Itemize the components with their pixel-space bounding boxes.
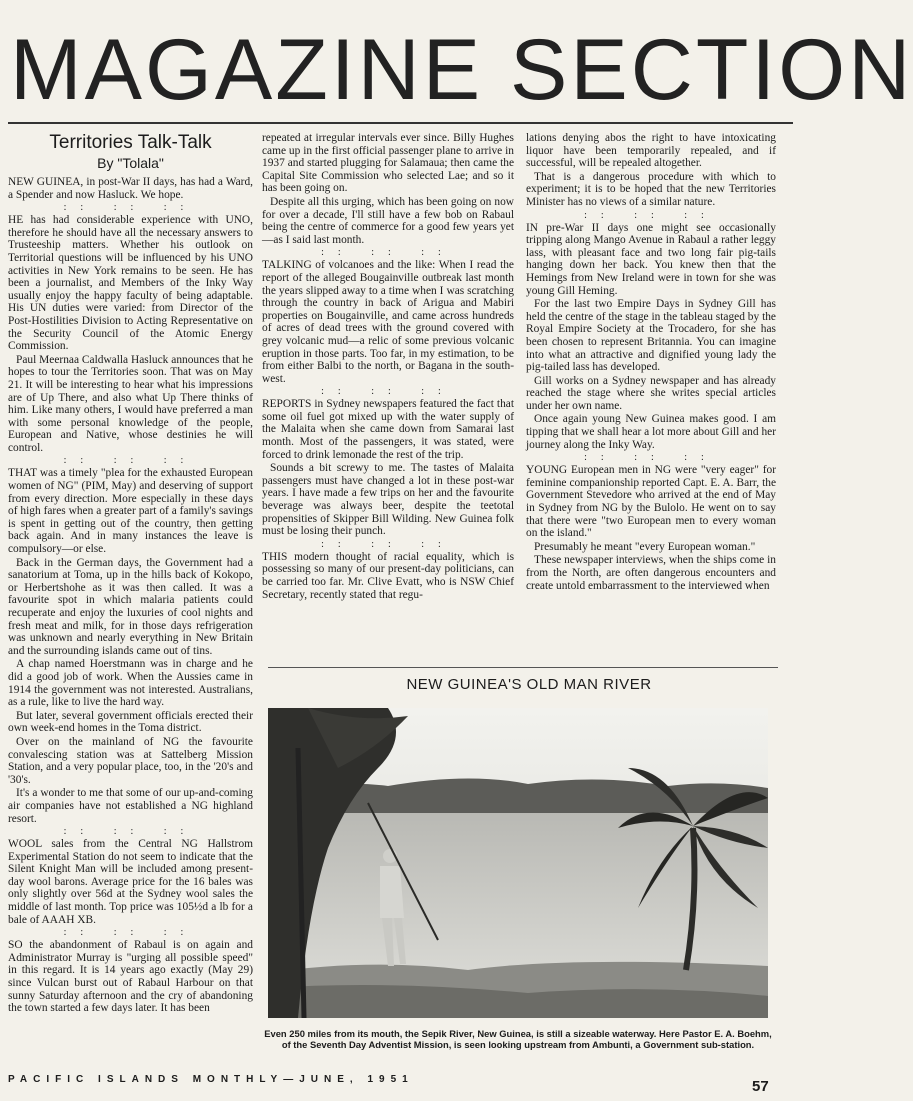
page-number: 57 [752,1078,769,1095]
masthead-title: MAGAZINE SECTION [10,22,913,118]
paragraph: NEW GUINEA, in post-War II days, has had a Ward, a Spender and now Hasluck. We hope. [8,176,253,201]
paragraph: Sounds a bit screwy to me. The tastes of Malaita passengers must have changed a lot in these post-war years. I have made a few trips on her and the favourite beverage was always beer, despite the teetotal propensities of Skipper Bill Wilding. New Guinea folk must be losing their punch. [262,462,514,538]
footer-text: PACIFIC ISLANDS MONTHLY—JUNE, 1951 [8,1074,414,1085]
paragraph: Paul Meernaa Caldwalla Hasluck announces that he hopes to tour the Territories soon. That was on May 21. It will be interesting to hear what his impressions are of Up There, and also what Up There thinks of him. Like many others, I would have preferred a man with some personal knowledge of the people, European and Native, whose destinies he will control. [8,353,253,454]
paragraph: Back in the German days, the Government had a sanatorium at Toma, up in the hills back of Kokopo, or Herbertshohe as it was then called. It was a favourite spot in which malaria patients could recuperate and enjoy the luxuries of cool nights and fresh meat and milk, for in those days refrigeration was unknown and nearly everything in New Britain and the surrounding islands came out of tins. [8,556,253,657]
paragraph: TALKING of volcanoes and the like: When I read the report of the alleged Bougainville outbreak last month the years slipped away to a time when I was scratching through the country in back of Arigua and Mabiri properties on Bougainville, and came across hundreds of acres of dead trees with the ground covered with grey volcanic mud—a relic of some previous volcanic eruption in those parts. Too far, in my estimation, to be from either Balbi to the north, or Bagana in the south-west. [262,259,514,385]
paragraph: WOOL sales from the Central NG Hallstrom Experimental Station do not seem to indicate that the Silent Knight Man will be included among present-day wool barons. Average price for the 16 bales was only slightly over 56d at the Sydney wool sales the middle of last month. Top price was 105½d a lb for a bale of AAAH XB. [8,838,253,926]
paragraph: A chap named Hoerstmann was in charge and he did a good job of work. When the Aussies came in 1914 the government was not interested. Australians, as a rule, like to live the hard way. [8,658,253,709]
section-divider: :: :: :: [63,826,198,838]
article-title: Territories Talk-Talk [49,132,212,153]
paragraph: repeated at irregular intervals ever since. Billy Hughes came up in the first official passenger plane to arrive in 1937 and started plugging for Salamaua; then came the Capital Site Commission who selected Lae; and so it has been going on. [262,132,514,195]
section-divider: :: :: :: [584,452,718,464]
section-divider: :: :: :: [63,202,198,214]
paragraph: lations denying abos the right to have intoxicating liquor have been temporarily repealed, and if successful, will be repealed altogether. [526,132,776,170]
article-byline: By "Tolala" [97,155,164,171]
masthead-rule [8,122,793,124]
paragraph: Presumably he meant "every European woman." [534,540,756,553]
column-1 [8,132,253,1062]
paragraph: SO the abandonment of Rabaul is on again and Administrator Murray is "urging all possible speed" in this regard. It is 14 years ago exactly (May 29) since Vulcan burst out of Rabaul Harbour on that sunny Saturday afternoon and the cry of abandoning the town started a few days later. It has been [8,939,253,1015]
section-divider: :: :: :: [321,538,455,550]
paragraph: Over on the mainland of NG the favourite convalescing station was at Sattelberg Mission Station, and a very popular place, too, in the '20's and '30's. [8,735,253,786]
column-3 [526,132,776,662]
paragraph: HE has had considerable experience with UNO, therefore he should have all the necessary answers to Trusteeship matters. Whether his outlook on Territorial questions will be influenced by his UNO activities in New York remains to be seen. He has been a journalist, and Members of the Inky Way usually enjoy the happy faculty of being adaptable. His UN duties were varied: from Director of the Post-Hostilities Division to Acting Representative on the Security Council of the Atomic Energy Commission. [8,214,253,353]
paragraph: Once again young New Guinea makes good. I am tipping that we shall hear a lot more about Gill and her journey along the Inky Way. [526,413,776,451]
paragraph: REPORTS in Sydney newspapers featured the fact that some oil fuel got mixed up with the water supply of the Malaita when she came down from Samarai last month. Most of the passengers, it was stated, were forced to drink lemonade the rest of the trip. [262,398,514,461]
photo-caption: Even 250 miles from its mouth, the Sepik River, New Guinea, is still a sizeable waterway. Here Pastor E. A. Boehm, of the Seventh Day Adventist Mission, is seen looking upstream from Ambunti, a Government sub-station. [264,1028,772,1050]
section-divider: :: :: :: [321,247,455,259]
paragraph: Gill works on a Sydney newspaper and has already reached the stage where she writes special articles under her own name. [526,374,776,412]
section-divider: :: :: :: [63,455,198,467]
paragraph: THIS modern thought of racial equality, which is possessing so many of our present-day politicians, can be carried too far. Mr. Clive Evatt, who is NSW Chief Secretary, recently stated that regu- [262,550,514,601]
section-divider: :: :: :: [321,386,455,398]
section-divider: :: :: :: [584,209,718,221]
column-2 [262,132,514,677]
paragraph: For the last two Empire Days in Sydney Gill has held the centre of the stage in the tableau staged by the Royal Empire Society at the Trocadero, for she has been chosen to represent Britannia. You can imagine into what an attractive and dignified young lady the pig-tailed lass has developed. [526,298,776,374]
paragraph: YOUNG European men in NG were "very eager" for feminine companionship reported Capt. E. A. Barr, the Government Stevedore who arrived at the end of May in Sydney from NG by the Bulolo. He went on to say that there were "two European men to every woman on the island." [526,464,776,540]
photo-top-rule [268,667,778,668]
section-divider: :: :: :: [63,927,198,939]
paragraph: THAT was a timely "plea for the exhausted European women of NG" (PIM, May) and deserving of support from every direction. More especially in these days of high fares when a greater part of a family's savings is spent in getting out of the country, then getting back again. And in many instances the leave is compulsory—or else. [8,467,253,556]
paragraph: It's a wonder to me that some of our up-and-coming air companies have not established a NG highland resort. [8,787,253,825]
photograph [268,708,768,1018]
paragraph: But later, several government officials erected their own week-end homes in the Toma district. [8,709,253,735]
paragraph: That is a dangerous procedure with which to experiment; it is to be hoped that the new Territories Minister has no views of a similar nature. [526,170,776,208]
paragraph: These newspaper interviews, when the ships come in from the North, are often dangerous encounters and create untold embarrassment to the interviewed when [526,554,776,592]
paragraph: IN pre-War II days one might see occasionally tripping along Mango Avenue in Rabaul a rather leggy lass, with pleasant face and two long fair pig-tails hanging down her back. You knew then that the Hemings from New Ireland were in town for she was young Gill Heming. [526,221,776,297]
photo-title: NEW GUINEA'S OLD MAN RIVER [406,676,652,693]
paragraph: Despite all this urging, which has been going on now for over a decade, I'll still have a few bob on Rabaul being the centre of commerce for a good few years yet—as I said last month. [262,195,514,246]
